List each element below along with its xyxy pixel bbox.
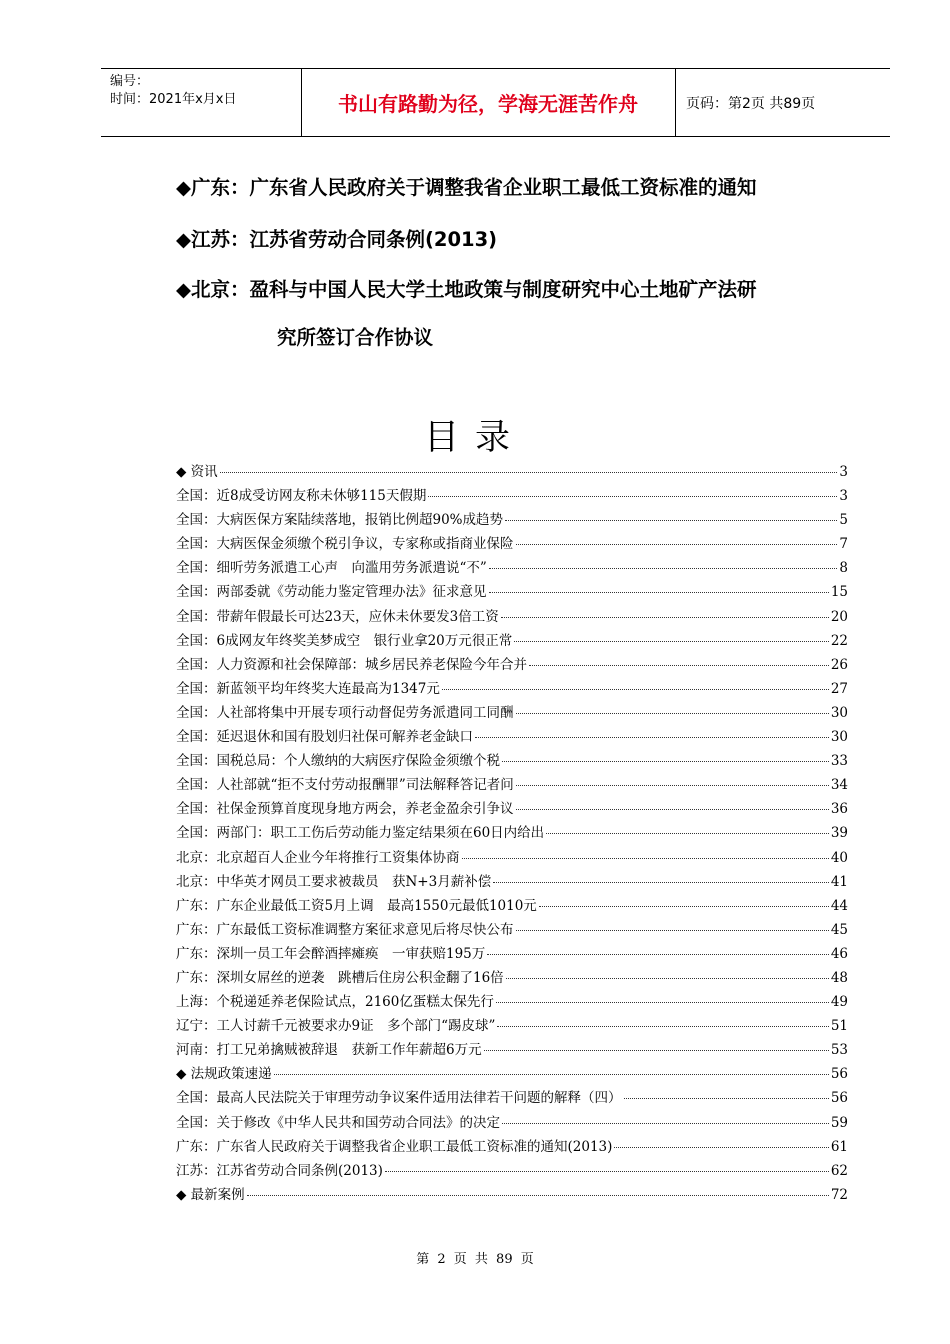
- toc-leader-dots: [462, 858, 829, 859]
- toc-leader-dots: [428, 496, 837, 497]
- toc-leader-dots: [247, 1195, 829, 1196]
- toc-entry-page: 33: [830, 753, 848, 770]
- toc-entry-page: 45: [830, 921, 848, 938]
- toc-entry-page: 48: [830, 969, 848, 986]
- toc-entry[interactable]: [176, 580, 848, 604]
- toc-leader-dots: [546, 833, 829, 834]
- toc-entry[interactable]: [176, 821, 848, 845]
- toc-leader-dots: [489, 568, 838, 569]
- toc-entry-title: 北京：中华英才网员工要求被裁员 获N+3月薪补偿: [176, 873, 492, 890]
- toc-leader-dots: [497, 1026, 828, 1027]
- toc-leader-dots: [539, 906, 829, 907]
- toc-entry-page: 53: [830, 1042, 848, 1059]
- toc-entry[interactable]: [176, 990, 848, 1014]
- toc-entry[interactable]: [176, 966, 848, 990]
- header-motto: 书山有路勤为径，学海无涯苦作舟: [301, 69, 676, 136]
- toc-entry-page: 8: [839, 560, 848, 577]
- news-item-guangdong: ◆广东：广东省人民政府关于调整我省企业职工最低工资标准的通知: [176, 176, 757, 199]
- toc-entry-page: 46: [830, 945, 848, 962]
- toc-leader-dots: [493, 882, 829, 883]
- toc-leader-dots: [502, 1123, 829, 1124]
- toc-leader-dots: [614, 1147, 828, 1148]
- toc-entry-page: 3: [839, 488, 848, 505]
- toc-entry[interactable]: [176, 629, 848, 653]
- toc-entry-title: 全国：关于修改《中华人民共和国劳动合同法》的决定: [176, 1114, 500, 1131]
- news-item-beijing: ◆北京：盈科与中国人民大学土地政策与制度研究中心土地矿产法研: [176, 278, 757, 301]
- toc-entry-page: 40: [830, 849, 848, 866]
- toc-entry[interactable]: [176, 725, 848, 749]
- toc-entry-page: 34: [830, 777, 848, 794]
- toc-leader-dots: [516, 930, 829, 931]
- toc-entry[interactable]: [176, 797, 848, 821]
- toc-entry[interactable]: [176, 846, 848, 870]
- toc-entry-page: 61: [830, 1138, 848, 1155]
- toc-leader-dots: [475, 737, 829, 738]
- toc-entry[interactable]: [176, 1183, 848, 1207]
- toc-entry-page: 72: [830, 1186, 848, 1203]
- toc-entry[interactable]: [176, 1014, 848, 1038]
- toc-entry-title: 广东：深圳女屌丝的逆袭 跳槽后住房公积金翻了16倍: [176, 969, 504, 986]
- toc-title: 目录: [423, 418, 526, 458]
- toc-entry[interactable]: [176, 918, 848, 942]
- toc-entry[interactable]: [176, 1038, 848, 1062]
- toc-entry-title: 全国：人社部将集中开展专项行动督促劳务派遣同工同酬: [176, 704, 514, 721]
- toc-entry-page: 56: [830, 1090, 848, 1107]
- toc-leader-dots: [484, 1050, 829, 1051]
- table-of-contents: [176, 460, 848, 1207]
- toc-entry-title: ◆ 法规政策速递: [176, 1066, 272, 1083]
- header-page-info: 页码：第2页 共89页: [686, 95, 816, 112]
- toc-entry-title: 全国：两部门：职工工伤后劳动能力鉴定结果须在60日内给出: [176, 825, 545, 842]
- toc-entry-page: 30: [830, 729, 848, 746]
- toc-entry-page: 7: [839, 536, 848, 553]
- toc-entry-title: 全国：最高人民法院关于审理劳动争议案件适用法律若干问题的解释（四）: [176, 1090, 622, 1107]
- news-item-beijing-continued: 究所签订合作协议: [277, 326, 434, 349]
- toc-entry-title: 北京：北京超百人企业今年将推行工资集体协商: [176, 849, 460, 866]
- toc-entry-page: 62: [830, 1162, 848, 1179]
- toc-leader-dots: [506, 978, 829, 979]
- toc-entry[interactable]: [176, 773, 848, 797]
- page-footer: 第 2 页 共 89 页: [416, 1252, 534, 1267]
- toc-leader-dots: [496, 1002, 829, 1003]
- toc-entry-title: 全国：两部委就《劳动能力鉴定管理办法》征求意见: [176, 584, 487, 601]
- toc-entry-title: 全国：人社部就“拒不支付劳动报酬罪”司法解释答记者问: [176, 777, 514, 794]
- toc-leader-dots: [487, 954, 829, 955]
- toc-entry-title: 全国：国税总局：个人缴纳的大病医疗保险金须缴个税: [176, 753, 500, 770]
- toc-entry-page: 27: [830, 680, 848, 697]
- toc-entry[interactable]: [176, 484, 848, 508]
- toc-entry[interactable]: [176, 1159, 848, 1183]
- toc-entry-page: 15: [830, 584, 848, 601]
- toc-entry-title: 全国：新蓝领平均年终奖大连最高为1347元: [176, 680, 440, 697]
- toc-entry[interactable]: [176, 653, 848, 677]
- toc-entry-title: 全国：社保金预算首度现身地方两会，养老金盈余引争议: [176, 801, 514, 818]
- toc-entry[interactable]: [176, 1086, 848, 1110]
- toc-entry-title: 全国：大病医保方案陆续落地，报销比例超90%成趋势: [176, 512, 504, 529]
- toc-entry[interactable]: [176, 508, 848, 532]
- toc-entry-title: 广东：广东省人民政府关于调整我省企业职工最低工资标准的通知(2013): [176, 1138, 613, 1155]
- toc-leader-dots: [624, 1098, 829, 1099]
- toc-leader-dots: [489, 592, 829, 593]
- toc-entry-title: 上海：个税递延养老保险试点，2160亿蛋糕太保先行: [176, 994, 494, 1011]
- toc-entry[interactable]: [176, 532, 848, 556]
- toc-entry-title: 全国：细听劳务派遣工心声 向滥用劳务派遣说“不”: [176, 560, 487, 577]
- time-label: 时间：2021年x月x日: [110, 92, 237, 107]
- toc-entry-title: 广东：深圳一员工年会醉酒摔瘫痪 一审获赔195万: [176, 945, 486, 962]
- toc-leader-dots: [501, 617, 829, 618]
- toc-entry-title: 全国：大病医保金须缴个税引争议，专家称或指商业保险: [176, 536, 514, 553]
- toc-leader-dots: [274, 1074, 829, 1075]
- toc-entry-page: 59: [830, 1114, 848, 1131]
- toc-leader-dots: [220, 472, 838, 473]
- toc-entry[interactable]: [176, 894, 848, 918]
- toc-entry-title: 全国：延迟退休和国有股划归社保可解养老金缺口: [176, 729, 473, 746]
- toc-leader-dots: [516, 809, 829, 810]
- toc-entry-page: 44: [830, 897, 848, 914]
- toc-entry[interactable]: [176, 677, 848, 701]
- toc-entry-title: 全国：带薪年假最长可达23天，应休未休要发3倍工资: [176, 608, 499, 625]
- toc-entry[interactable]: [176, 460, 848, 484]
- toc-leader-dots: [514, 641, 829, 642]
- toc-entry[interactable]: [176, 942, 848, 966]
- toc-leader-dots: [505, 520, 837, 521]
- toc-entry-title: 江苏：江苏省劳动合同条例(2013): [176, 1162, 383, 1179]
- toc-entry-title: 全国：6成网友年终奖美梦成空 银行业拿20万元很正常: [176, 632, 513, 649]
- toc-entry-page: 36: [830, 801, 848, 818]
- toc-entry-title: 全国：近8成受访网友称未休够115天假期: [176, 488, 427, 505]
- toc-entry-title: 广东：广东企业最低工资5月上调 最高1550元最低1010元: [176, 897, 537, 914]
- toc-entry[interactable]: [176, 1111, 848, 1135]
- toc-entry-page: 30: [830, 704, 848, 721]
- number-label: 编号：: [110, 74, 150, 89]
- toc-entry[interactable]: [176, 749, 848, 773]
- toc-leader-dots: [516, 785, 829, 786]
- toc-entry-page: 51: [830, 1018, 848, 1035]
- page-header: [101, 68, 890, 137]
- toc-entry-page: 56: [830, 1066, 848, 1083]
- toc-entry-page: 20: [830, 608, 848, 625]
- toc-leader-dots: [516, 544, 838, 545]
- toc-leader-dots: [529, 665, 829, 666]
- toc-entry-title: ◆ 资讯: [176, 464, 218, 480]
- toc-entry-page: 39: [830, 825, 848, 842]
- toc-entry[interactable]: [176, 1062, 848, 1086]
- toc-entry[interactable]: [176, 556, 848, 580]
- toc-leader-dots: [385, 1171, 829, 1172]
- toc-entry[interactable]: [176, 701, 848, 725]
- toc-entry-page: 26: [830, 656, 848, 673]
- toc-leader-dots: [516, 713, 829, 714]
- toc-entry-page: 49: [830, 994, 848, 1011]
- toc-entry-title: 全国：人力资源和社会保障部：城乡居民养老保险今年合并: [176, 656, 527, 673]
- toc-entry[interactable]: [176, 1135, 848, 1159]
- toc-entry-page: 41: [830, 873, 848, 890]
- header-meta: [101, 69, 302, 136]
- toc-entry-page: 22: [830, 632, 848, 649]
- toc-entry-page: 5: [839, 512, 848, 529]
- toc-entry-title: ◆ 最新案例: [176, 1186, 245, 1203]
- toc-entry-title: 河南：打工兄弟擒贼被辞退 获新工作年薪超6万元: [176, 1042, 482, 1059]
- toc-entry[interactable]: [176, 870, 848, 894]
- news-item-jiangsu: ◆江苏：江苏省劳动合同条例(2013): [176, 228, 498, 251]
- toc-entry[interactable]: [176, 605, 848, 629]
- toc-entry-title: 广东：广东最低工资标准调整方案征求意见后将尽快公布: [176, 921, 514, 938]
- toc-leader-dots: [442, 689, 829, 690]
- toc-entry-title: 辽宁：工人讨薪千元被要求办9证 多个部门“踢皮球”: [176, 1018, 496, 1035]
- toc-entry-page: 3: [839, 464, 848, 480]
- toc-leader-dots: [502, 761, 829, 762]
